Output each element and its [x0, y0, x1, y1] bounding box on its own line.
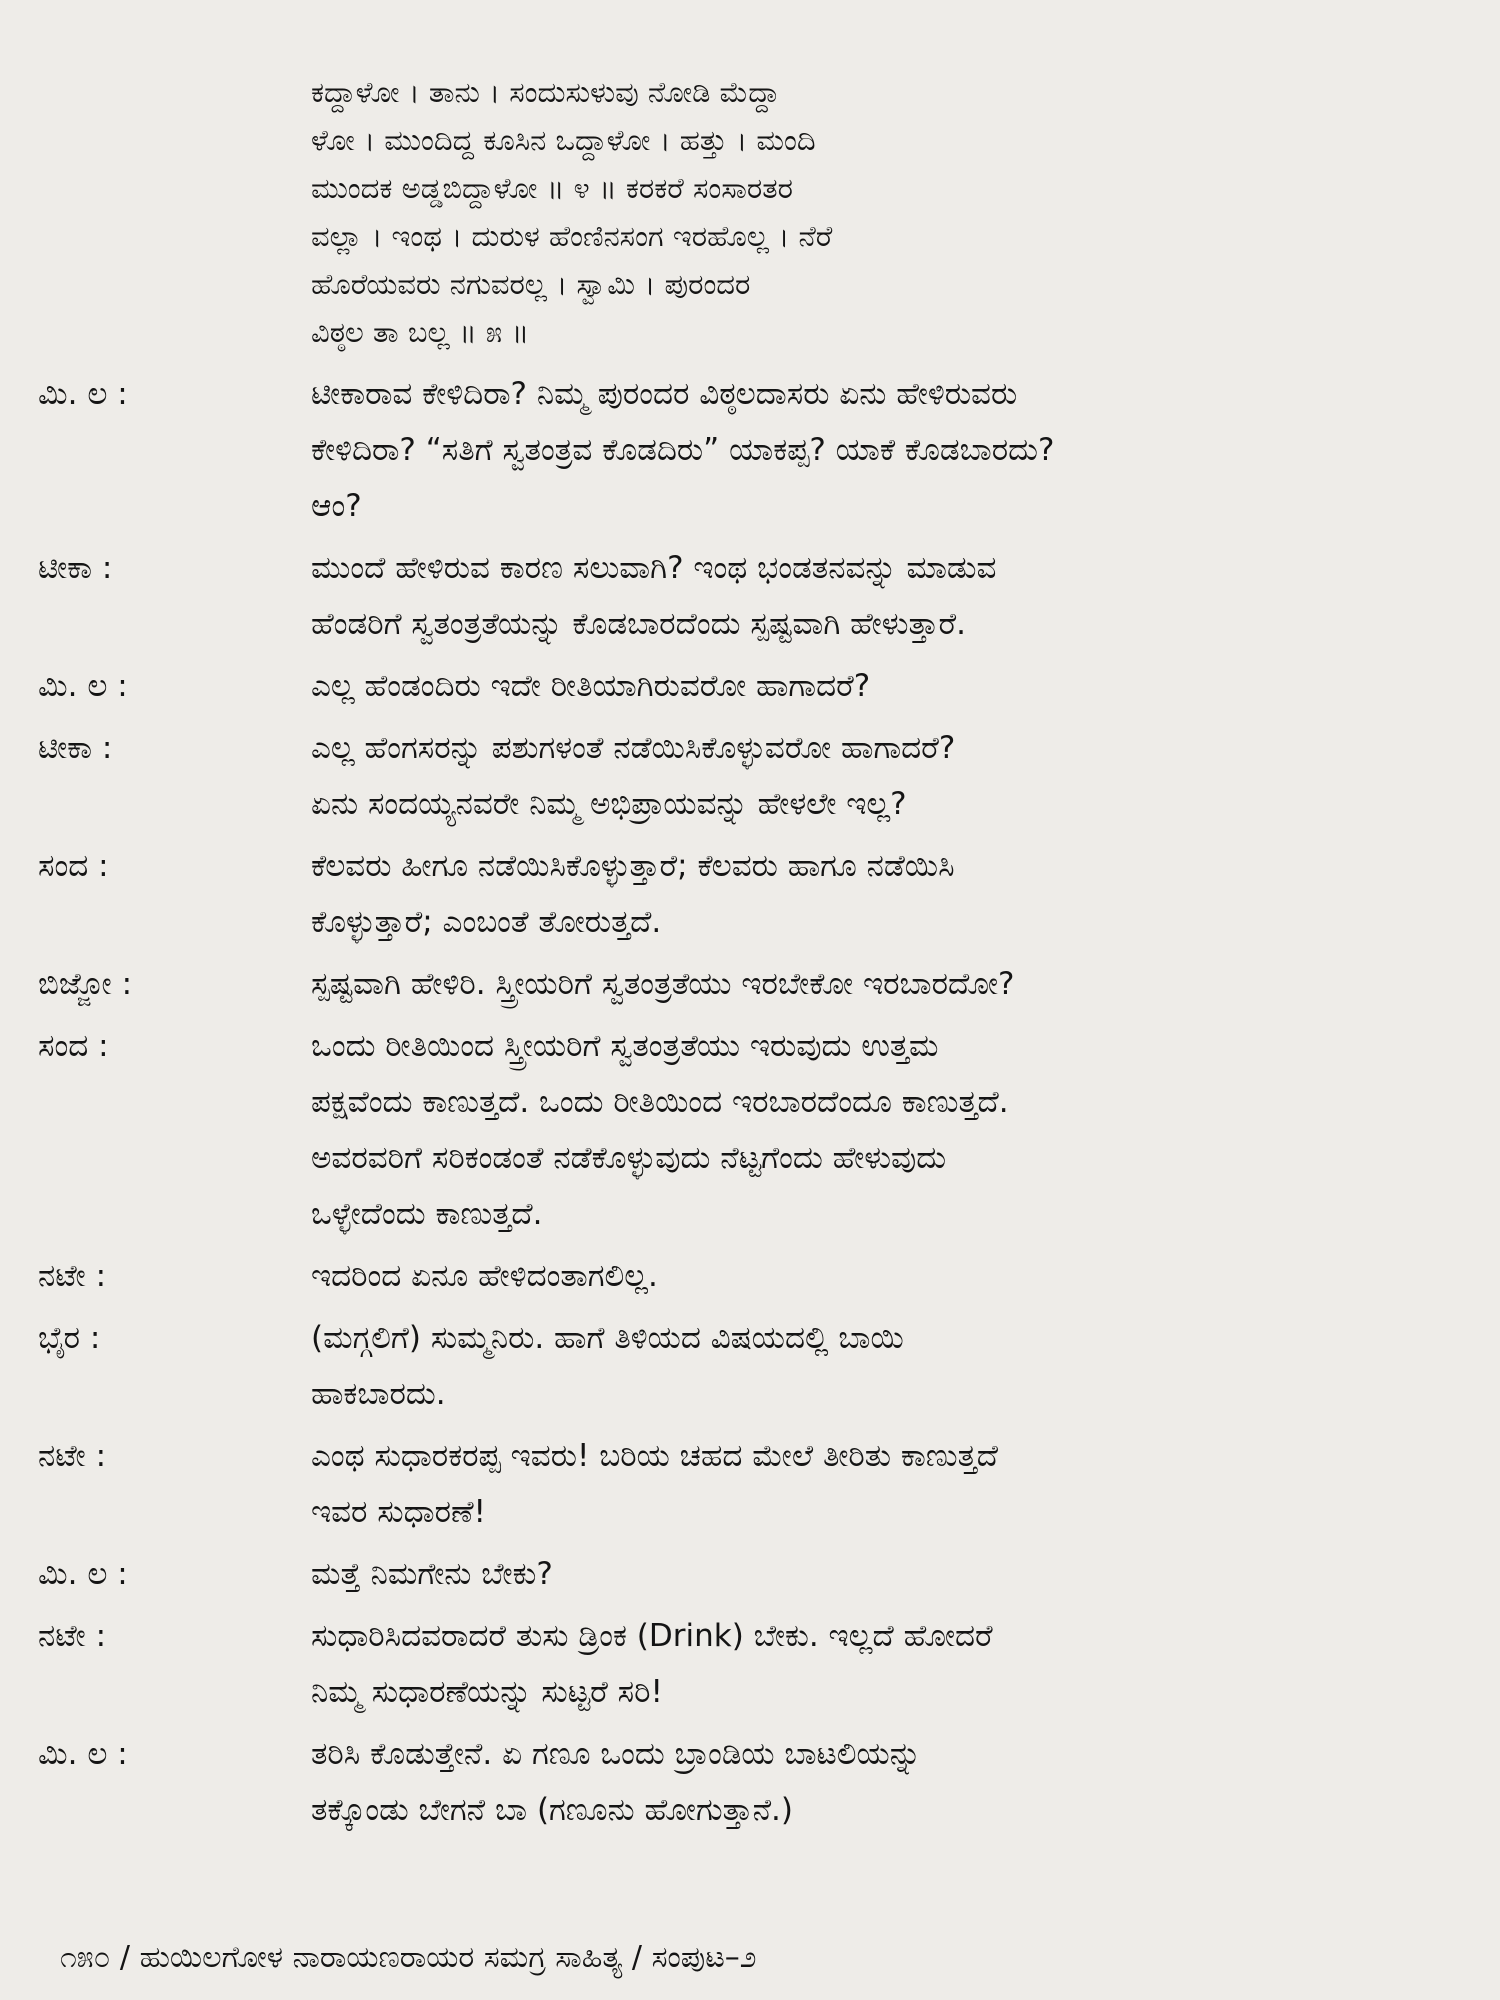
song-verse — [311, 68, 1460, 356]
speech-text — [311, 658, 1460, 714]
speaker-name: ನಟೇ : — [38, 1618, 107, 1654]
dialogue-entry — [38, 1546, 1460, 1602]
dialogue-section — [38, 366, 1460, 1838]
speech-line: ತಕ್ಕೊಂಡು ಬೇಗನೆ ಬಾ (ಗಣೂನು ಹೋಗುತ್ತಾನೆ.) — [311, 1792, 794, 1828]
speech-text — [311, 1428, 1460, 1540]
verse-line: ವಿಠ್ಠಲ ತಾ ಬಲ್ಲ ॥ ೫ ॥ — [311, 315, 530, 349]
speech-line: ನಿಮ್ಮ ಸುಧಾರಣೆಯನ್ನು ಸುಟ್ಟರೆ ಸರಿ! — [311, 1674, 663, 1710]
speech-line: ಇದರಿಂದ ಏನೂ ಹೇಳಿದಂತಾಗಲಿಲ್ಲ. — [311, 1258, 658, 1294]
speaker-name: ಟೀಕಾ : — [38, 730, 113, 766]
speech-line: (ಮಗ್ಗಲಿಗೆ) ಸುಮ್ಮನಿರು. ಹಾಗೆ ತಿಳಿಯದ ವಿಷಯದಲ್ಲಿ ಬಾಯಿ — [311, 1320, 904, 1356]
dialogue-entry — [38, 838, 1460, 950]
speech-text — [311, 720, 1460, 832]
speaker-name: ನಟೇ : — [38, 1438, 107, 1474]
speech-line: ಅವರವರಿಗೆ ಸರಿಕಂಡಂತೆ ನಡೆಕೊಳ್ಳುವುದು ನೆಟ್ಟಗೆಂದು ಹೇಳುವುದು — [311, 1140, 947, 1176]
speech-line: ಕೆಲವರು ಹೀಗೂ ನಡೆಯಿಸಿಕೊಳ್ಳುತ್ತಾರೆ; ಕೆಲವರು ಹಾಗೂ ನಡೆಯಿಸಿ — [311, 848, 955, 884]
speaker-name: ಮಿ. ಲ : — [38, 1556, 128, 1592]
speech-text — [311, 956, 1460, 1012]
speech-line: ಒಂದು ರೀತಿಯಿಂದ ಸ್ತ್ರೀಯರಿಗೆ ಸ್ವತಂತ್ರತೆಯು ಇರುವುದು ಉತ್ತಮ — [311, 1028, 939, 1064]
speaker-name: ಬಿಜ್ಜೋ : — [38, 966, 133, 1002]
speech-text — [311, 1310, 1460, 1422]
verse-line: ಮುಂದಕ ಅಡ್ಡಬಿದ್ದಾಳೋ ॥ ೪ ॥ ಕರಕರೆ ಸಂಸಾರತರ — [311, 171, 793, 205]
speech-line: ಸುಧಾರಿಸಿದವರಾದರೆ ತುಸು ಡ್ರಿಂಕ (Drink) ಬೇಕು. ಇಲ್ಲದೆ ಹೋದರೆ — [311, 1618, 993, 1654]
speaker-name: ಭೈರ : — [38, 1320, 101, 1356]
speech-text — [311, 1248, 1460, 1304]
speaker-name: ಮಿ. ಲ : — [38, 1736, 128, 1772]
dialogue-entry — [38, 1248, 1460, 1304]
speaker-name: ಸಂದ : — [38, 848, 109, 884]
dialogue-entry — [38, 1726, 1460, 1838]
dialogue-entry — [38, 956, 1460, 1012]
speech-line: ಸ್ಪಷ್ಟವಾಗಿ ಹೇಳಿರಿ. ಸ್ತ್ರೀಯರಿಗೆ ಸ್ವತಂತ್ರತೆಯು ಇರಬೇಕೋ ಇರಬಾರದೋ? — [311, 966, 1015, 1002]
speaker-name: ಸಂದ : — [38, 1028, 109, 1064]
speech-text — [311, 1608, 1460, 1720]
speech-line: ಎಲ್ಲ ಹೆಂಗಸರನ್ನು ಪಶುಗಳಂತೆ ನಡೆಯಿಸಿಕೊಳ್ಳುವರೋ ಹಾಗಾದರೆ? — [311, 730, 956, 766]
speech-line: ಟೀಕಾರಾವ ಕೇಳಿದಿರಾ? ನಿಮ್ಮ ಪುರಂದರ ವಿಠ್ಠಲದಾಸರು ಏನು ಹೇಳಿರುವರು — [311, 376, 1018, 412]
verse-line: ಳೋ । ಮುಂದಿದ್ದ ಕೂಸಿನ ಒದ್ದಾಳೋ । ಹತ್ತು । ಮಂದಿ — [311, 123, 816, 157]
speech-line: ಎಲ್ಲ ಹೆಂಡಂದಿರು ಇದೇ ರೀತಿಯಾಗಿರುವರೋ ಹಾಗಾದರೆ? — [311, 668, 871, 704]
speech-line: ಪಕ್ಷವೆಂದು ಕಾಣುತ್ತದೆ. ಒಂದು ರೀತಿಯಿಂದ ಇರಬಾರದೆಂದೂ ಕಾಣುತ್ತದೆ. — [311, 1084, 1009, 1120]
speech-line: ಏನು ಸಂದಯ್ಯನವರೇ ನಿಮ್ಮ ಅಭಿಪ್ರಾಯವನ್ನು ಹೇಳಲೇ ಇಲ್ಲ? — [311, 786, 907, 822]
dialogue-entry — [38, 540, 1460, 652]
speech-line: ಮುಂದೆ ಹೇಳಿರುವ ಕಾರಣ ಸಲುವಾಗಿ? ಇಂಥ ಭಂಡತನವನ್ನು ಮಾಡುವ — [311, 550, 997, 586]
verse-line: ಕದ್ದಾಳೋ । ತಾನು । ಸಂದುಸುಳುವು ನೋಡಿ ಮೆದ್ದಾ — [311, 75, 780, 109]
dialogue-entry — [38, 1428, 1460, 1540]
page-footer: ೧೫೦ / ಹುಯಿಲಗೋಳ ನಾರಾಯಣರಾಯರ ಸಮಗ್ರ ಸಾಹಿತ್ಯ / ಸಂಪುಟ–೨ — [60, 1940, 757, 1975]
speaker-name: ಟೀಕಾ : — [38, 550, 113, 586]
speech-line: ಕೊಳ್ಳುತ್ತಾರೆ; ಎಂಬಂತೆ ತೋರುತ್ತದೆ. — [311, 904, 662, 940]
speech-line: ಆಂ? — [311, 488, 362, 524]
dialogue-entry — [38, 658, 1460, 714]
speech-text — [311, 366, 1460, 534]
dialogue-entry — [38, 1018, 1460, 1242]
speaker-name: ಮಿ. ಲ : — [38, 668, 128, 704]
speech-line: ಕೇಳಿದಿರಾ? “ಸತಿಗೆ ಸ್ವತಂತ್ರವ ಕೊಡದಿರು” ಯಾಕಪ್ಪ? ಯಾಕೆ ಕೊಡಬಾರದು? — [311, 432, 1055, 468]
speech-line: ಹೆಂಡರಿಗೆ ಸ್ವತಂತ್ರತೆಯನ್ನು ಕೊಡಬಾರದೆಂದು ಸ್ಪಷ್ಟವಾಗಿ ಹೇಳುತ್ತಾರೆ. — [311, 606, 966, 642]
verse-line: ವಲ್ಲಾ । ಇಂಥ । ದುರುಳ ಹೆಂಣಿನಸಂಗ ಇರಹೊಲ್ಲ । ನೆರೆ — [311, 219, 833, 253]
speech-text — [311, 1546, 1460, 1602]
speech-line: ತರಿಸಿ ಕೊಡುತ್ತೇನೆ. ಏ ಗಣೂ ಒಂದು ಬ್ರಾಂಡಿಯ ಬಾಟಲಿಯನ್ನು — [311, 1736, 922, 1772]
speech-text — [311, 1726, 1460, 1838]
dialogue-entry — [38, 1608, 1460, 1720]
speech-text — [311, 1018, 1460, 1242]
speech-line: ಇವರ ಸುಧಾರಣೆ! — [311, 1494, 486, 1530]
speech-text — [311, 540, 1460, 652]
dialogue-entry — [38, 1310, 1460, 1422]
speech-line: ಮತ್ತೆ ನಿಮಗೇನು ಬೇಕು? — [311, 1556, 553, 1592]
verse-line: ಹೊರೆಯವರು ನಗುವರಲ್ಲ । ಸ್ವಾಮಿ । ಪುರಂದರ — [311, 267, 751, 301]
dialogue-entry — [38, 720, 1460, 832]
speaker-name: ಮಿ. ಲ : — [38, 376, 128, 412]
speech-line: ಎಂಥ ಸುಧಾರಕರಪ್ಪ ಇವರು! ಬರಿಯ ಚಹದ ಮೇಲೆ ತೀರಿತು ಕಾಣುತ್ತದೆ — [311, 1438, 998, 1474]
speaker-name: ನಟೇ : — [38, 1258, 107, 1294]
dialogue-entry — [38, 366, 1460, 534]
speech-line: ಒಳ್ಳೇದೆಂದು ಕಾಣುತ್ತದೆ. — [311, 1196, 543, 1232]
speech-line: ಹಾಕಬಾರದು. — [311, 1376, 446, 1412]
speech-text — [311, 838, 1460, 950]
